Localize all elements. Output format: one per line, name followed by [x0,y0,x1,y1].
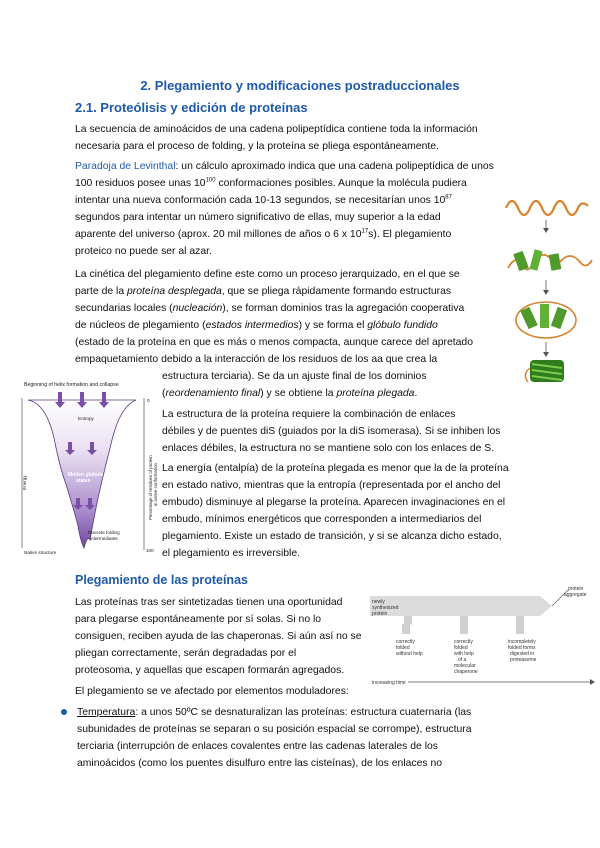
folded-protein-structure [525,360,564,382]
intro-paragraph: La secuencia de aminoácidos de una cadena polipeptídica contiene toda la información necesaria para el proceso de folding, y la proteína se pliega espontáneamente. [75,124,478,152]
funnel-native-label: Native structure [24,550,57,555]
arrow-head-2 [543,290,549,295]
funnel-molten-label-2: states [76,478,91,484]
flow-aggregate-2: aggregate [564,592,587,598]
flow-b2-1: correctly [454,639,473,645]
funnel-title: Beginning of helix formation and collapse [24,382,119,388]
structure-paragraph: La estructura de la proteína requiere la combinación de enlaces débiles y de puentes diS (guiados por la diS isomerasa). Si se inhiben los enlaces débiles, la estructura no se mantiene solo con los enlaces de S. [162,409,501,454]
unfolded-coil [506,201,588,215]
flow-b2-4: of a [458,657,467,663]
flow-b2-5: molecular [454,663,476,669]
protein-folding-sequence-figure [498,190,598,390]
flow-b1-1: correctly [396,639,415,645]
flow-newly-3: protein [372,611,388,617]
flow-b2-2: folded [454,645,468,651]
funnel-discrete-label-2: intermediates [90,536,118,541]
nucleated-structure [508,249,592,271]
subsection-title: 2.1. Proteólisis y edición de proteínas [75,100,308,115]
chaperone-paragraph: Las proteínas tras ser sintetizadas tienen una oportunidad para plegarse espontáneamente por sí solas. Si no lo consiguen, reciben ayuda de las chaperonas. Si aún así no se pliegan correctamente, serán degradadas por el proteosoma, y aquellas que escapen formarán agregados. [75,597,362,676]
time-axis-arrow [590,679,595,685]
bullet-dot [61,709,67,715]
chaperone-flow-diagram [368,586,600,690]
flow-b2-3: with help [454,651,474,657]
funnel-entropy-label: Entropy [78,416,94,421]
funnel-tick-100: 100 [146,548,154,553]
kinetics-paragraph-cont: estructura terciaria). Se da un ajuste final de los dominios (reordenamiento final) y se obtiene la proteína plegada. [162,371,427,399]
flow-b3-4: proteasome [510,657,537,663]
flow-b3-3: digested in [510,651,535,657]
levinthal-paragraph: Paradoja de Levinthal: un cálculo aproximado indica que una cadena polipeptídica de unos 100 residuos posee unas $10^{100}$ conformaciones posibles. Aunque la molécula pudiera intentar una nueva conformación cada 10-13 segundos, se necesitarían unos $10^{87}$ segundos para intentar un número significativo de ellas, muy superior a la edad aparente del universo (aprox. 20 mil millones de años o 6 x $10^{17}s$). El plegamiento proteico no puede ser al azar. [75,161,494,257]
funnel-energy-label: Energy [22,475,27,490]
flow-newly-2: synthesized [372,605,399,611]
flow-b1-2: folded [396,645,410,651]
bullet-term: Temperatura [77,707,136,718]
flow-b2-6: chaperone [454,669,478,675]
funnel-discrete-label-1: Discrete folding [88,530,120,535]
molten-globule-structure [516,302,576,338]
modulators-intro: El plegamiento se ve afectado por elementos moduladores: [75,686,349,697]
bullet-temperatura: Temperatura: a unos 50ºC se desnaturalizan las proteínas: estructura cuaternaria (las subunidades de proteínas se separan o su posición espacial se corrompe), estructura terciaria (interrupción de enlaces covalentes entre las cadenas laterales de los aminoácidos (como los puentes disulfuro entre las cisteínas), de los enlaces no [75,704,527,772]
flow-branch-1 [406,616,410,634]
flow-newly-1: newly [372,599,385,605]
flow-b3-2: folded forms [508,645,536,651]
arrow-head-1 [543,228,549,233]
folding-funnel-figure [18,378,160,558]
section-title: 2. Plegamiento y modificaciones postraduccionales [140,78,460,93]
flow-b1-3: without help [396,651,423,657]
arrow-head-3 [543,352,549,357]
flow-main-arrow [540,596,552,616]
time-axis-label: increasing time [372,680,406,686]
funnel-molten-label-1: Molten globule [68,472,104,478]
folding-subtitle: Plegamiento de las proteínas [75,573,248,587]
energy-paragraph: La energía (entalpía) de la proteína plegada es menor que la de la proteína en estado nativo, mientras que la entropía (representada por el ancho del embudo) disminuye al plegarse la proteína. Aparecen invaginaciones en el embudo, mínimos energéticos que corresponden a intermediarios del plegamiento. Existe un estado de transición, y si se alcanza dicho estado, el plegamiento es irreversible. [162,463,509,559]
levinthal-link: Paradoja de Levinthal [75,161,176,172]
funnel-right-axis-label-2: in native conformation [153,463,158,506]
flow-b3-1: incompletely [508,639,536,645]
funnel-tick-0: 0 [147,398,150,403]
kinetics-paragraph: La cinética del plegamiento define este como un proceso jerarquizado, en el que se parte de la proteína desplegada, que se pliega rápidamente formando estructuras secundarias locales (nucleación), se forman dominios tras la agregación cooperativa de núcleos de plegamiento (estados intermedios) y se forma el glóbulo fundido (estado de la proteína en que es más o menos compacta, aunque carece del apretado empaquetamiento debido a la interacción de los residuos de los aa que crea la [75,269,473,365]
funnel-right-axis-label-1: Percentage of residues of protein [148,455,153,520]
flow-aggregate-1: protein [568,586,584,592]
